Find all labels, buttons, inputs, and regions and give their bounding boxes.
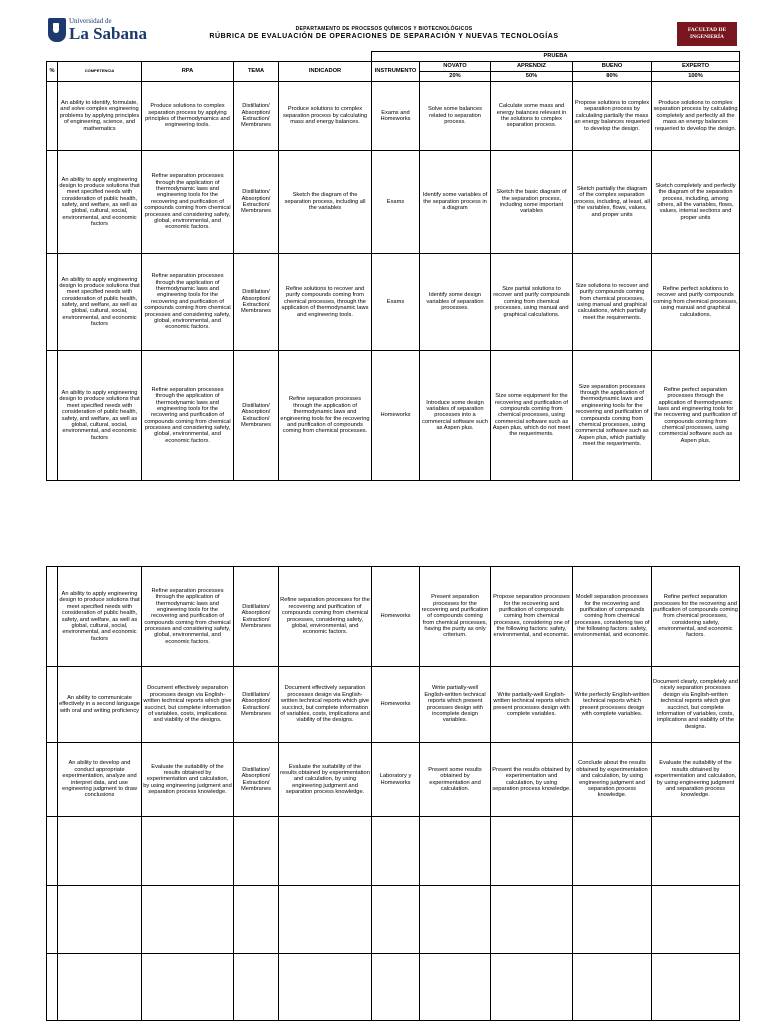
rubric-table-1: [46, 51, 740, 481]
instrumento-cell: Exams and Homeworks: [372, 82, 420, 151]
rpa-cell: Produce solutions to complex separation process by applying principles of thermodynamics and engineering tools.: [142, 82, 234, 151]
percent-cell: [47, 351, 58, 481]
percent-cell: [47, 151, 58, 254]
bueno-cell: Size separation processes through the application of thermodynamic laws and engineering tools for the recovering and purification of compounds coming from chemical processes, using commercial software such as Aspen plus, which partially meet the requeriments.: [573, 351, 652, 481]
faculty-line1: FACULTAD DE: [687, 26, 727, 33]
logo-small-text: Universidad de: [69, 17, 112, 25]
indicador-cell: Refine solutions to recover and purify compounds coming from chemical processes, through the application of thermodynamic laws and engineering tools.: [279, 254, 372, 351]
empty-cell: [372, 886, 420, 954]
novato-cell: Introduce some design variables of separation processes into a commercial software such as Aspen plus.: [420, 351, 491, 481]
tema-cell: Distillation/ Absorption/ Extraction/ Membranes: [234, 351, 279, 481]
indicador-cell: Produce solutions to complex separation process by calculating mass and energy balances.: [279, 82, 372, 151]
experto-cell: Document clearly, completely and nicely separation processes design via English-written technical reports which give succinct, but complete information of variables, costs, implications and viability of the designs.: [652, 667, 740, 743]
novato-cell: Present some results obtained by experimentation and calculation.: [420, 743, 491, 817]
rpa-cell: Evaluate the suitability of the results obtained by experimentation and calculation, by using engineering judgment and separation process knowledge.: [142, 743, 234, 817]
empty-cell: [652, 954, 740, 1021]
tema-cell: Distillation/ Absorption/ Extraction/ Membranes: [234, 743, 279, 817]
table-row: [47, 254, 740, 351]
empty-cell: [234, 817, 279, 886]
empty-cell: [142, 886, 234, 954]
novato-cell: Write partially-well English-written technical reports which present processes design with incomplete design variables.: [420, 667, 491, 743]
bueno-cell: Size solutions to recover and purify compounds coming from chemical processes, using manual and graphical calculations, which partially meet the requirements.: [573, 254, 652, 351]
aprendiz-cell: Size some equipment for the recovering and purification of compounds coming from chemical processes, using commercial software such as Aspen plus, which do not meet the requeriments.: [491, 351, 573, 481]
level-experto-header: EXPERTO: [652, 62, 740, 72]
indicador-cell: Refine separation processes for the recovering and purification of compounds coming from chemical processes, considering safety, global, environmental, and economic factors.: [279, 567, 372, 667]
tema-cell: Distillation/ Absorption/ Extraction/ Membranes: [234, 254, 279, 351]
aprendiz-cell: Present the results obtained by experimentation and calculation, by using separation process knowledge.: [491, 743, 573, 817]
aprendiz-cell: Propose separation processes for the recovering and purification of compounds coming from chemical processes, considering one of the following factors: safety, environmental, and economic.: [491, 567, 573, 667]
experto-cell: Evaluate the suitability of the results obtained by experimentation and calculation, by using engineering judgment and separation process knowledge.: [652, 743, 740, 817]
tema-cell: Distillation/ Absorption/ Extraction/ Membranes: [234, 667, 279, 743]
empty-cell: [58, 886, 142, 954]
empty-cell: [420, 817, 491, 886]
bueno-cell: Conclude about the results obtained by experimentation and calculation, by using engineering judgment and separation process knowledge.: [573, 743, 652, 817]
competencia-cell: An ability to apply engineering design to produce solutions that meet specified needs with consideration of public health, safety, and welfare, as well as global, cultural, social, environmental, and economic factors: [58, 567, 142, 667]
instrumento-cell: Homeworks: [372, 567, 420, 667]
empty-cell: [652, 886, 740, 954]
experto-cell: Produce solutions to complex separation process by calculating completely and perfectly all the mass an energy balances requeried to develop the design.: [652, 82, 740, 151]
experto-cell: Sketch completely and perfectly the diagram of the separation process, including, among others, all the variables, flows, values, internal sections and proper units: [652, 151, 740, 254]
competencia-cell: An ability to communicate effectively in a second language with oral and writing proficiency: [58, 667, 142, 743]
rpa-cell: Refine separation processes through the application of thermodynamic laws and engineering tools for the recovering and purification of compounds coming from chemical processes and considering safety, global, environmental, and economic factors.: [142, 567, 234, 667]
tema-cell: Distillation/ Absorption/ Extraction/ Membranes: [234, 567, 279, 667]
instrumento-cell: Homeworks: [372, 351, 420, 481]
level-bueno-pct: 80%: [573, 72, 652, 82]
empty-cell: [372, 954, 420, 1021]
bueno-cell: Write perfectly English-written technical reports which present processes design with complete variables.: [573, 667, 652, 743]
empty-cell: [234, 886, 279, 954]
rpa-cell: Refine separation processes through the application of thermodynamic laws and engineering tools for the recovering and purification of compounds coming from chemical processes and considering safety, global, environmental, and economic factors.: [142, 151, 234, 254]
table-row-empty: [47, 817, 740, 886]
empty-cell: [279, 817, 372, 886]
competencia-cell: An ability to apply engineering design to produce solutions that meet specified needs with consideration of public health, safety, and welfare, as well as global, cultural, social, environmental, and economic factors: [58, 254, 142, 351]
instrumento-cell: Exams: [372, 151, 420, 254]
instrumento-header: INSTRUMENTO: [372, 62, 420, 82]
competencia-cell: An ability to apply engineering design to produce solutions that meet specified needs with consideration of public health, safety, and welfare, as well as global, cultural, social, environmental, and economic factors: [58, 351, 142, 481]
novato-cell: Present separation processes for the recovering and purification of compounds coming from chemical processes, having the purity as only criterium.: [420, 567, 491, 667]
table-row-empty: [47, 886, 740, 954]
empty-cell: [279, 954, 372, 1021]
percent-cell: [47, 743, 58, 817]
table-row: [47, 151, 740, 254]
level-experto-pct: 100%: [652, 72, 740, 82]
logo-big-text: La Sabana: [69, 24, 147, 43]
empty-cell: [234, 954, 279, 1021]
rpa-header: RPA: [142, 62, 234, 82]
experto-cell: Refine perfect solutions to recover and purify compounds coming from chemical processes, using manual and graphical calculations.: [652, 254, 740, 351]
level-novato-header: NOVATO: [420, 62, 491, 72]
indicador-cell: Refine separation processes through the application of thermodynamic laws and engineering tools for the recovering and purification of compounds coming from chemical processes.: [279, 351, 372, 481]
empty-cell: [491, 886, 573, 954]
competencia-cell: An ability to identify, formulate, and solve complex engineering problems by applying principles of engineering, science, and mathematics: [58, 82, 142, 151]
empty-cell: [420, 954, 491, 1021]
rubric-title: RÚBRICA DE EVALUACIÓN DE OPERACIONES DE SEPARACIÓN Y NUEVAS TECNOLOGÍAS: [209, 33, 559, 40]
indicador-cell: Sketch the diagram of the separation process, including all the variables: [279, 151, 372, 254]
empty-cell: [58, 954, 142, 1021]
empty-cell: [372, 817, 420, 886]
empty-cell: [573, 954, 652, 1021]
indicador-cell: Evaluate the suitability of the results obtained by experimentation and calculation, by using engineering judgment and separation process knowledge.: [279, 743, 372, 817]
instrumento-cell: Laboratory y Homeworks: [372, 743, 420, 817]
level-novato-pct: 20%: [420, 72, 491, 82]
table-row-empty: [47, 954, 740, 1021]
competencia-cell: An ability to develop and conduct appropriate experimentation, analyze and interpret data, and use engineering judgment to draw conclusions: [58, 743, 142, 817]
table-row: [47, 743, 740, 817]
competencia-header: COMPETENCIA: [58, 62, 142, 82]
experto-cell: Refine perfect separation processes through the application of thermodynamic laws and engineering tools for the recovering and purification of compounds coming from chemical processes, using commercial software such as Aspen plus.: [652, 351, 740, 481]
department-title: DEPARTAMENTO DE PROCESOS QUÍMICOS Y BIOTECNOLÓGICOS: [295, 26, 473, 32]
empty-cell: [573, 886, 652, 954]
bueno-cell: Sketch partially the diagram of the complex separation process, including, at least, all the variables, flows, values, and proper units: [573, 151, 652, 254]
aprendiz-cell: Write partially-well English-written technical reports which present processes design with complete variables.: [491, 667, 573, 743]
empty-cell: [142, 817, 234, 886]
empty-cell: [47, 886, 58, 954]
faculty-line2: INGENIERÍA: [690, 34, 724, 40]
percent-cell: [47, 82, 58, 151]
tema-cell: Distillation/ Absorption/ Extraction/ Membranes: [234, 82, 279, 151]
rubric-table-2: [46, 566, 740, 1021]
percent-header: %: [47, 62, 58, 82]
aprendiz-cell: Size partial solutions to recover and purify compounds coming from chemical processes, using manual and graphical calculations.: [491, 254, 573, 351]
indicador-cell: Document effectively separation processes design via English-written technical reports which give succinct, but complete information of variables, costs, implications and viability of the designs.: [279, 667, 372, 743]
faculty-badge: [677, 22, 737, 46]
rpa-cell: Refine separation processes through the application of thermodynamic laws and engineering tools for the recovering and purification of compounds coming from chemical processes and considering safety, global, environmental, and economic factors.: [142, 351, 234, 481]
instrumento-cell: Exams: [372, 254, 420, 351]
table-row: [47, 82, 740, 151]
table-row: [47, 667, 740, 743]
percent-cell: [47, 667, 58, 743]
prueba-header: PRUEBA: [372, 52, 740, 62]
experto-cell: Refine perfect separation processes for the recovering and purification of compounds coming from chemical processes, considering safety, environmental, and economic factors.: [652, 567, 740, 667]
level-aprendiz-header: APRENDIZ: [491, 62, 573, 72]
novato-cell: Solve some balances related to separation process.: [420, 82, 491, 151]
level-bueno-header: BUENO: [573, 62, 652, 72]
level-aprendiz-pct: 50%: [491, 72, 573, 82]
empty-cell: [491, 817, 573, 886]
percent-cell: [47, 254, 58, 351]
table-row: [47, 567, 740, 667]
empty-cell: [47, 817, 58, 886]
empty-cell: [652, 817, 740, 886]
aprendiz-cell: Sketch the basic diagram of the separation process, including some important variables: [491, 151, 573, 254]
empty-cell: [58, 817, 142, 886]
competencia-cell: An ability to apply engineering design to produce solutions that meet specified needs with consideration of public health, safety, and welfare, as well as global, cultural, social, environmental, and economic factors: [58, 151, 142, 254]
novato-cell: Identify some design variables of separation processes.: [420, 254, 491, 351]
empty-cell: [420, 886, 491, 954]
aprendiz-cell: Calculate some mass and energy balances relevant in the solutions to complex separation process.: [491, 82, 573, 151]
novato-cell: Identify some variables of the separation process in a diagram: [420, 151, 491, 254]
bueno-cell: Modell separation processes for the recovering and purification of compounds coming from chemical processes, considering two of the following factors: safety, environmental, and economic.: [573, 567, 652, 667]
rpa-cell: Refine separation processes through the application of thermodynamic laws and engineering tools for the recovering and purification of compounds coming from chemical processes and considering safety, global, environmental, and economic factors.: [142, 254, 234, 351]
empty-cell: [142, 954, 234, 1021]
instrumento-cell: Homeworks: [372, 667, 420, 743]
tema-header: TEMA: [234, 62, 279, 82]
page-header: [0, 0, 768, 50]
tema-cell: Distillation/ Absorption/ Extraction/ Membranes: [234, 151, 279, 254]
empty-cell: [573, 817, 652, 886]
bueno-cell: Propose solutions to complex separation process by calculating partially the mass an energy balances requeried to develop the design.: [573, 82, 652, 151]
table-row: [47, 351, 740, 481]
rpa-cell: Document effectively separation processes design via English-written technical reports which give succinct, but complete information of variables, costs, implications and viability of the designs.: [142, 667, 234, 743]
empty-cell: [491, 954, 573, 1021]
empty-cell: [279, 886, 372, 954]
empty-cell: [47, 954, 58, 1021]
indicador-header: INDICADOR: [279, 62, 372, 82]
percent-cell: [47, 567, 58, 667]
